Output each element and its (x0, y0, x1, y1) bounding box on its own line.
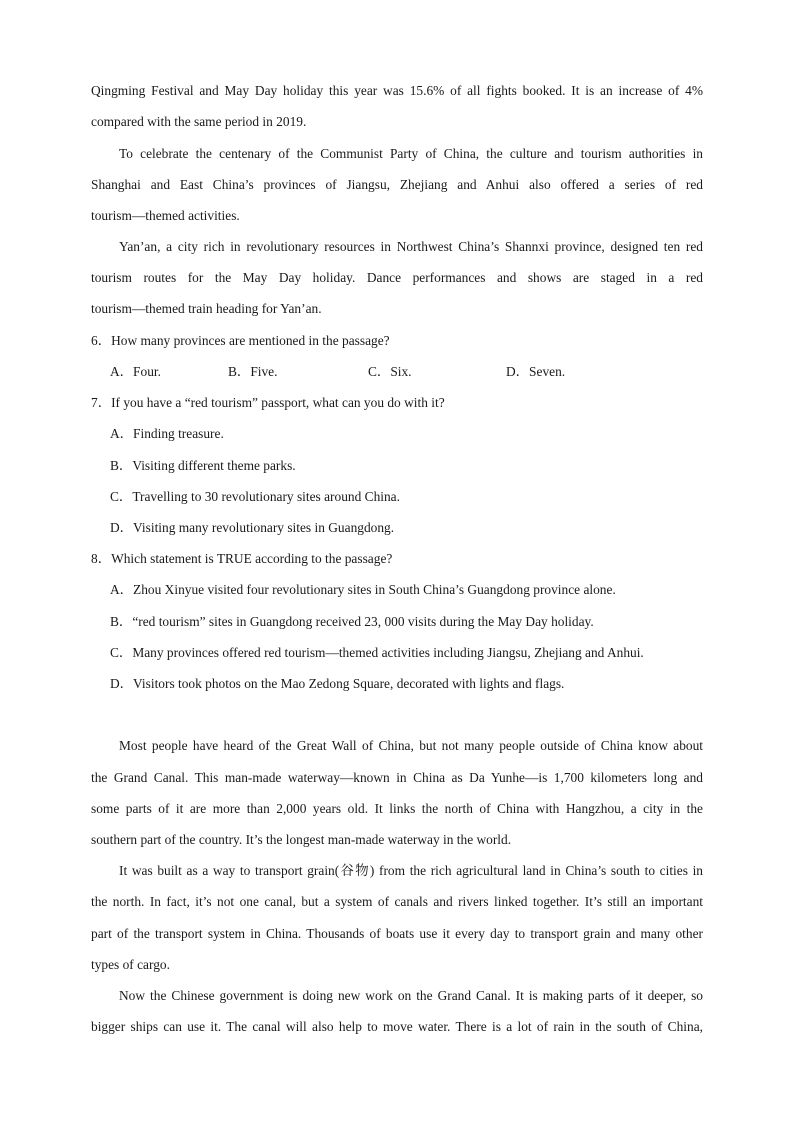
passage-line: It was built as a way to transport grain(谷物) from the rich agricultural land in China’s south to cities in (119, 863, 703, 878)
passage-line: part of the transport system in China. Thousands of boats use it every day to transport grain and many other (91, 926, 703, 941)
passage-line: the Grand Canal. This man-made waterway—known in China as Da Yunhe—is 1,700 kilometers long and (91, 770, 703, 785)
option-c: C．Many provinces offered red tourism—themed activities including Jiangsu, Zhejiang and Anhui. (110, 645, 644, 660)
passage-line: compared with the same period in 2019. (91, 114, 307, 129)
option-c: C．Travelling to 30 revolutionary sites around China. (110, 489, 400, 504)
question-stem: 8．Which statement is TRUE according to the passage? (91, 551, 393, 566)
option-a: A．Finding treasure. (110, 426, 224, 441)
passage-line: bigger ships can use it. The canal will also help to move water. There is a lot of rain in the south of China, (91, 1019, 703, 1034)
option-b: B．Five. (228, 364, 278, 379)
passage-line: Qingming Festival and May Day holiday this year was 15.6% of all fights booked. It is an increase of 4% (91, 83, 703, 98)
passage-line: types of cargo. (91, 957, 170, 972)
question-stem: 6．How many provinces are mentioned in the passage? (91, 333, 390, 348)
passage-line: Most people have heard of the Great Wall of China, but not many people outside of China know about (119, 738, 703, 753)
passage-line: southern part of the country. It’s the longest man-made waterway in the world. (91, 832, 512, 847)
question-stem: 7．If you have a “red tourism” passport, what can you do with it? (91, 395, 445, 410)
option-b: B．Visiting different theme parks. (110, 458, 296, 473)
passage-line: tourism—themed activities. (91, 208, 240, 223)
option-d: D．Visitors took photos on the Mao Zedong Square, decorated with lights and flags. (110, 676, 565, 691)
option-a: A．Four. (110, 364, 161, 379)
passage-line: the north. In fact, it’s not one canal, but a system of canals and rivers linked together. It’s still an important (91, 894, 703, 909)
passage-line: Shanghai and East China’s provinces of Jiangsu, Zhejiang and Anhui also offered a series of red (91, 177, 703, 192)
passage-line: Now the Chinese government is doing new work on the Grand Canal. It is making parts of it deeper, so (119, 988, 703, 1003)
passage-line: To celebrate the centenary of the Communist Party of China, the culture and tourism authorities in (119, 146, 703, 161)
option-d: D．Seven. (506, 364, 566, 379)
option-a: A．Zhou Xinyue visited four revolutionary sites in South China’s Guangdong province alone. (110, 582, 616, 597)
passage-line: Yan’an, a city rich in revolutionary resources in Northwest China’s Shannxi province, designed ten red (119, 239, 703, 254)
option-b: B．“red tourism” sites in Guangdong received 23, 000 visits during the May Day holiday. (110, 614, 594, 629)
passage-line: tourism—themed train heading for Yan’an. (91, 301, 322, 316)
option-d: D．Visiting many revolutionary sites in Guangdong. (110, 520, 395, 535)
passage-line: tourism routes for the May Day holiday. Dance performances and shows are staged in a red (91, 270, 703, 285)
passage-line: some parts of it are more than 2,000 years old. It links the north of China with Hangzhou, a city in the (91, 801, 703, 816)
option-c: C．Six. (368, 364, 412, 379)
